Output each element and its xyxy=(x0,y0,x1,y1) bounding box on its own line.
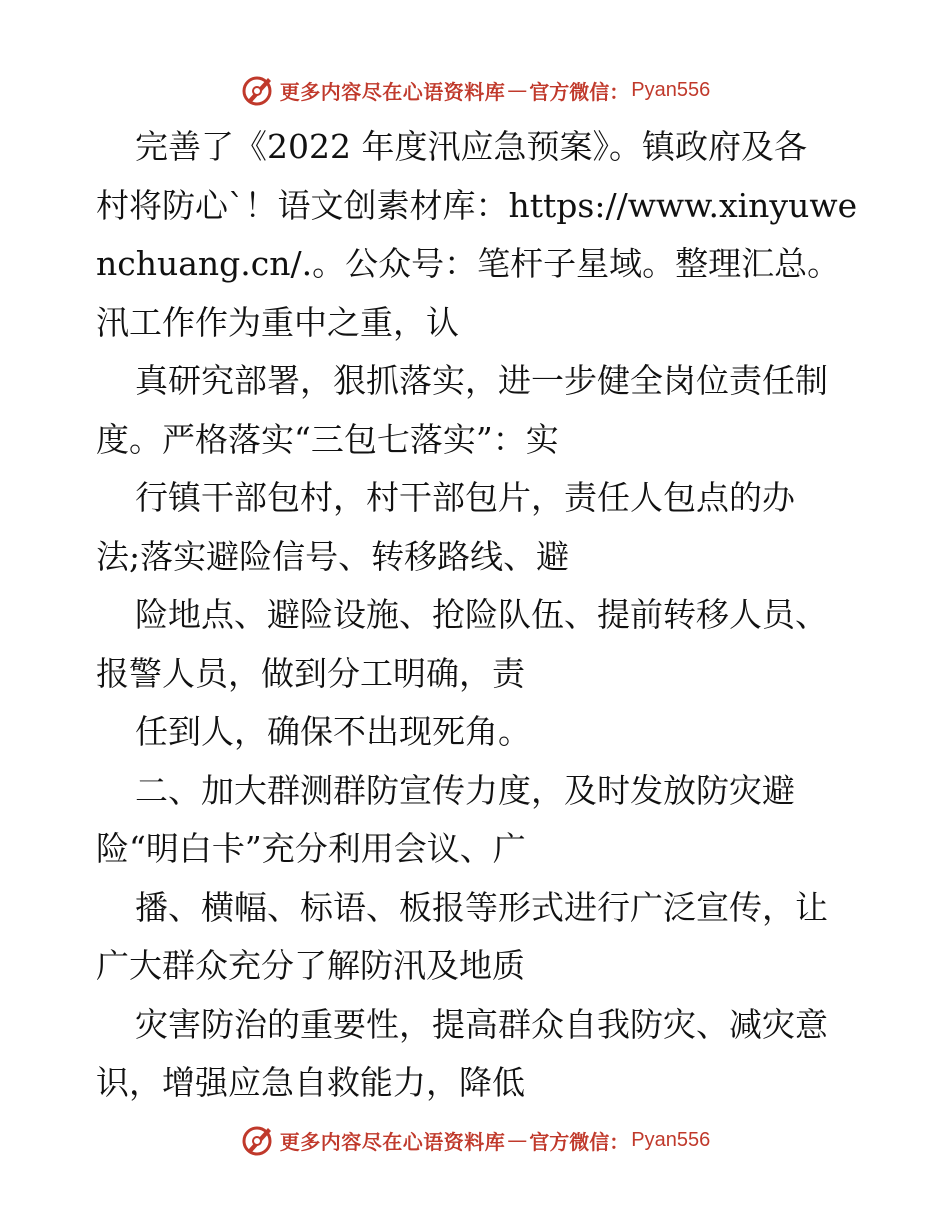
text-line: 行镇干部包村，村干部包片，责任人包点的办 xyxy=(135,478,795,517)
text-line: 完善了《2022 年度汛应急预案》。镇政府及各 xyxy=(135,127,807,166)
quill-logo-icon xyxy=(240,72,276,108)
text-line: 识，增强应急自救能力，降低 xyxy=(96,1063,525,1102)
text-line: 二、加大群测群防宣传力度，及时发放防灾避 xyxy=(135,770,795,810)
document-body xyxy=(96,118,866,1113)
watermark-wechat-id: Pyan556 xyxy=(631,78,711,101)
watermark-site-text: 更多内容尽在心语资料库 xyxy=(279,1129,506,1154)
text-line: nchuang.cn/.。公众号：笔杆子星域。整理汇总。 xyxy=(96,244,841,283)
text-line: 村将防心`！语文创素材库：https://www.xinyuwe xyxy=(96,185,858,225)
text-line: 广大群众充分了解防汛及地质 xyxy=(96,946,525,985)
text-line: 报警人员，做到分工明确，责 xyxy=(96,653,525,693)
text-line: 播、横幅、标语、板报等形式进行广泛宣传，让 xyxy=(135,887,828,927)
watermark-wechat-label: 官方微信： xyxy=(529,1129,630,1154)
text-line: 汛工作作为重中之重，认 xyxy=(96,302,459,342)
watermark-site-text: 更多内容尽在心语资料库 xyxy=(279,79,506,104)
text-line: 险“明白卡”充分利用会议、广 xyxy=(96,829,526,868)
quill-logo-icon xyxy=(240,1122,276,1158)
watermark-separator: — xyxy=(507,78,528,102)
watermark-separator: — xyxy=(507,1128,528,1152)
watermark-wechat-label: 官方微信： xyxy=(529,79,630,104)
watermark-wechat-id: Pyan556 xyxy=(631,1128,711,1151)
text-line: 险地点、避险设施、抢险队伍、提前转移人员、 xyxy=(135,595,828,634)
watermark-banner-bottom xyxy=(0,1120,950,1160)
text-line: 真研究部署，狠抓落实，进一步健全岗位责任制 xyxy=(135,361,828,400)
text-line: 灾害防治的重要性，提高群众自我防灾、减灾意 xyxy=(135,1004,828,1044)
text-line: 任到人，确保不出现死角。 xyxy=(135,712,531,751)
watermark-banner-top xyxy=(0,70,950,110)
text-line: 度。严格落实“三包七落实”：实 xyxy=(96,419,559,459)
text-line: 法;落实避险信号、转移路线、避 xyxy=(96,536,570,576)
